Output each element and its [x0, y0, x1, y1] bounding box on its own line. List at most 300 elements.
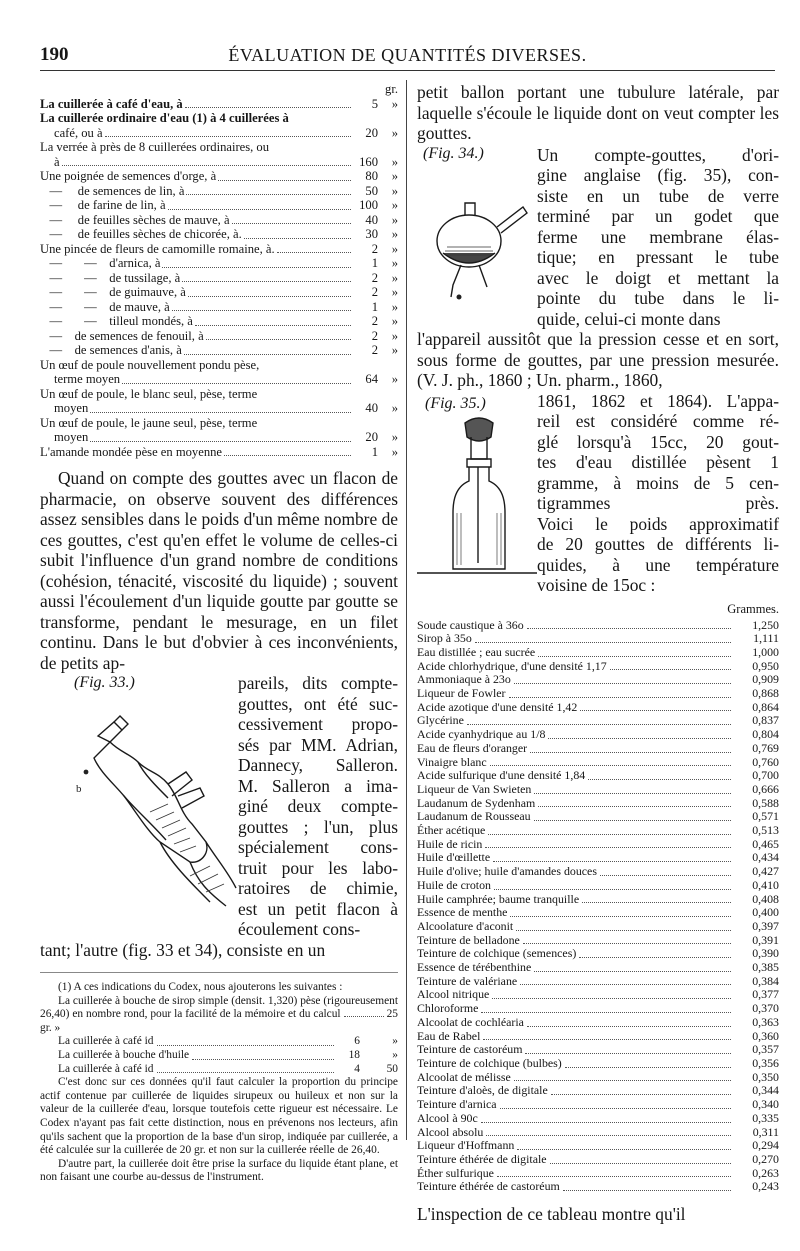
measure-label-line: Un œuf de poule nouvellement pondu pèse,	[40, 357, 260, 372]
figure-text-line: tes d'eau distillée pèsent 1	[537, 452, 779, 472]
measure-label: — — d'arnica, à	[40, 256, 161, 270]
measure-value: 1	[371, 256, 378, 270]
measure-value: 20	[365, 125, 378, 140]
weight-value: 0,427	[752, 864, 779, 879]
english-dropper-illustration	[417, 413, 537, 583]
weight-name: Huile camphrée; baume tranquille	[417, 891, 580, 906]
dot-leader	[488, 834, 731, 835]
footnote-spoon-table	[40, 1035, 398, 1076]
dot-leader	[192, 1059, 334, 1060]
weight-row	[417, 824, 779, 838]
measure-label: Une poignée de semences d'orge, à	[40, 169, 217, 183]
dot-leader	[534, 820, 731, 821]
dot-leader	[157, 1045, 335, 1046]
footnote-row-unit: »	[392, 1048, 398, 1061]
dot-leader	[481, 1122, 731, 1123]
measure-unit: »	[391, 183, 398, 198]
weight-value: 0,270	[752, 1151, 779, 1166]
figure-34	[417, 145, 537, 330]
footnote-row	[40, 1049, 398, 1063]
measure-label: à	[54, 154, 60, 169]
measure-label: terme moyen	[54, 372, 121, 386]
dot-leader	[520, 984, 731, 985]
weight-value: 0,294	[752, 1138, 779, 1153]
dot-leader	[185, 107, 351, 108]
weight-value: 0,868	[752, 686, 779, 701]
dot-leader	[105, 136, 351, 137]
dot-leader	[218, 180, 351, 181]
weight-value: 0,760	[752, 754, 779, 769]
dot-leader	[157, 1072, 335, 1073]
measure-unit: »	[391, 256, 398, 270]
measure-value: 2	[371, 328, 378, 343]
figure-34-caption: (Fig. 34.)	[423, 144, 484, 162]
figure-text-line: gine anglaise (fig. 35), con-	[537, 165, 779, 185]
running-header	[40, 44, 775, 71]
weight-row	[417, 851, 779, 865]
weight-value: 0,344	[752, 1083, 779, 1098]
footnote-row-label: La cuillerée à bouche d'huile	[58, 1048, 190, 1061]
figure-text-line: de 20 gouttes de différents li-	[537, 534, 779, 554]
weight-name: Huile d'œillette	[417, 850, 491, 865]
weight-name: Teinture de colchique (semences)	[417, 946, 577, 961]
dot-leader	[509, 697, 732, 698]
footnote-rule	[40, 972, 398, 973]
flask-dropper-illustration	[417, 163, 537, 303]
weight-row	[417, 783, 779, 797]
measure-row	[40, 256, 398, 271]
weight-name: Eau de fleurs d'oranger	[417, 740, 528, 755]
dot-leader	[497, 1176, 731, 1177]
weight-name: Éther acétique	[417, 823, 486, 838]
measure-row	[40, 372, 398, 387]
weight-value: 1,000	[752, 644, 779, 659]
measure-row	[40, 285, 398, 300]
weight-name: Acide sulfurique d'une densité 1,84	[417, 768, 586, 783]
dot-leader	[579, 957, 731, 958]
weight-row	[417, 714, 779, 728]
weight-name: Teinture d'aloès, de digitale	[417, 1083, 548, 1098]
measure-label-line: La cuillerée ordinaire d'eau (1) à 4 cuillerées à	[40, 111, 289, 125]
dot-leader	[534, 793, 731, 794]
figure-text-line: ferme une membrane élas-	[537, 226, 779, 247]
dot-leader	[517, 1149, 731, 1150]
dot-leader	[467, 724, 731, 725]
dot-leader	[588, 779, 731, 780]
footnote-intro: (1) A ces indications du Codex, nous ajouterons les suivantes :	[58, 981, 343, 993]
figure-text-line: giné deux compte-	[238, 796, 398, 816]
dot-leader	[551, 1094, 731, 1095]
weight-value: 0,864	[752, 699, 779, 714]
dot-leader	[538, 806, 731, 807]
measure-label: — — tilleul mondés, à	[40, 314, 193, 328]
weight-value: 0,666	[752, 781, 779, 796]
dot-leader	[582, 902, 731, 903]
weight-value: 0,410	[752, 877, 779, 892]
weight-value: 0,700	[752, 768, 779, 783]
dot-leader	[485, 847, 731, 848]
dot-leader	[168, 209, 351, 210]
weight-value: 0,357	[752, 1042, 779, 1057]
measure-value: 5	[371, 96, 378, 111]
measure-row	[40, 82, 398, 111]
drop-weights-table	[417, 619, 779, 1195]
measure-value: 2	[371, 270, 378, 285]
measure-row	[40, 227, 398, 242]
dot-leader	[527, 628, 731, 629]
running-title: ÉVALUATION DE QUANTITÉS DIVERSES.	[228, 45, 587, 65]
weight-value: 0,335	[752, 1110, 779, 1125]
weight-value: 0,950	[752, 658, 779, 673]
measure-label-line: Un œuf de poule, le jaune seul, pèse, terme	[40, 415, 258, 430]
figure-34-block	[417, 145, 779, 330]
weight-value: 0,363	[752, 1014, 779, 1029]
dot-leader	[493, 861, 731, 862]
dot-leader	[184, 354, 351, 355]
dot-leader	[224, 455, 351, 456]
weight-value: 0,384	[752, 973, 779, 988]
measure-row	[40, 198, 398, 213]
figure-text-line: tigrammes près.	[537, 493, 779, 513]
measure-value: 100	[359, 198, 378, 212]
weight-row	[417, 660, 779, 674]
weight-value: 0,400	[752, 905, 779, 920]
measure-row	[40, 401, 398, 416]
weight-row	[417, 1139, 779, 1153]
dot-leader	[514, 1080, 731, 1081]
weight-name: Teinture de belladone	[417, 932, 520, 947]
weight-value: 0,263	[752, 1165, 779, 1180]
weight-value: 0,571	[752, 809, 779, 824]
measure-label: — de semences de lin, à	[40, 183, 185, 198]
measure-unit: »	[391, 270, 398, 285]
figure-text-line: siste en un tube de verre	[537, 185, 779, 206]
figure-text-line: voisine de 15oc :	[537, 575, 656, 595]
weight-value: 0,909	[752, 672, 779, 687]
weight-row	[417, 632, 779, 646]
measure-value: 1	[371, 444, 378, 459]
weight-value: 0,804	[752, 727, 779, 742]
measure-row	[40, 271, 398, 286]
figure-text-line: 1861, 1862 et 1864). L'appa-	[537, 390, 779, 411]
dot-leader	[600, 875, 731, 876]
measure-row	[40, 314, 398, 329]
dot-leader	[182, 281, 351, 282]
weight-row	[417, 1098, 779, 1112]
weight-value: 0,311	[752, 1124, 779, 1139]
weight-value: 0,391	[752, 932, 779, 947]
measure-label-line: La verrée à près de 8 cuillerées ordinaires, ou	[40, 140, 270, 154]
figure-33-block	[40, 673, 398, 940]
dot-leader	[90, 412, 351, 413]
measure-value: 50	[365, 183, 378, 198]
weight-row	[417, 893, 779, 907]
figure-text-line: terminé par un godet que	[537, 206, 779, 226]
measure-label: L'amande mondée pèse en moyenne	[40, 444, 223, 459]
weight-name: Acide azotique d'une densité 1,42	[417, 699, 578, 714]
weight-name: Teinture de colchique (bulbes)	[417, 1056, 562, 1070]
weight-name: Alcool à 90c	[417, 1110, 478, 1125]
weight-value: 0,385	[752, 960, 779, 975]
weight-name: Alcoolat de cochléaria	[417, 1014, 524, 1029]
paragraph-continuation: tant; l'autre (fig. 33 et 34), consiste en un	[40, 939, 326, 960]
measure-label: — de feuilles sèches de chicorée, à.	[40, 227, 242, 241]
weight-name: Soude caustique à 36o	[417, 617, 524, 632]
measure-label: café, ou à	[54, 125, 103, 140]
measure-unit: »	[391, 154, 398, 169]
column-divider	[406, 80, 407, 1140]
measure-row	[40, 155, 398, 170]
weight-name: Essence de térébenthine	[417, 960, 532, 975]
weight-name: Alcool nitrique	[417, 987, 490, 1002]
weight-name: Glycérine	[417, 713, 464, 728]
right-column	[417, 82, 779, 1225]
weight-name: Acide chlorhydrique, d'une densité 1,17	[417, 658, 607, 673]
figure-text-line: gouttes ; l'un, plus	[238, 816, 398, 837]
weight-value: 0,513	[752, 823, 779, 838]
measure-label: Une pincée de fleurs de camomille romaine, à.	[40, 241, 275, 256]
weight-value: 0,243	[752, 1179, 779, 1194]
figure-text-line: quide, celui-ci monte dans	[537, 308, 721, 329]
measure-value: 160	[359, 154, 378, 169]
figure-33-side-text	[238, 673, 398, 940]
figure-34-side-text	[537, 145, 779, 330]
weight-name: Vinaigre blanc	[417, 754, 487, 769]
figure-35-side-text	[537, 391, 779, 596]
dot-leader	[490, 765, 731, 766]
measure-unit: »	[391, 343, 398, 357]
weight-value: 0,360	[752, 1028, 779, 1043]
dot-leader	[516, 930, 731, 931]
measure-row	[40, 184, 398, 199]
figure-text-line: Dannecy, Salleron.	[238, 755, 398, 775]
figure-text-line: glé lorsqu'à 15cc, 20 gout-	[537, 431, 779, 452]
figure-text-line: gouttes, ont été suc-	[238, 693, 398, 714]
measure-value: 1	[371, 299, 378, 314]
dot-leader	[90, 441, 351, 442]
figure-text-line: sés par MM. Adrian,	[238, 734, 398, 755]
weight-value: 0,397	[752, 918, 779, 933]
dot-leader	[195, 325, 351, 326]
dot-leader	[500, 1108, 731, 1109]
weight-name: Ammoniaque à 23o	[417, 672, 511, 687]
measure-value: 30	[365, 227, 378, 241]
measure-label: moyen	[54, 430, 89, 444]
footnote-paragraph-3: D'autre part, la cuillerée doit être prise la surface du liquide étant plane, et non faisant une courbe au-dessus de l'instrument.	[40, 1157, 398, 1184]
measure-unit: »	[391, 314, 398, 328]
weight-value: 0,356	[752, 1056, 779, 1070]
weight-value: 0,340	[752, 1097, 779, 1112]
weight-value: 0,390	[752, 946, 779, 961]
figure-text-line: ratoires de chimie,	[238, 878, 398, 898]
weight-row	[417, 961, 779, 975]
measure-row	[40, 300, 398, 315]
weight-row	[417, 810, 779, 824]
grammes-header: Grammes.	[727, 601, 779, 616]
measure-unit: »	[391, 125, 398, 140]
weight-row	[417, 879, 779, 893]
figure-text-line: pareils, dits compte-	[238, 673, 398, 693]
dot-leader	[548, 738, 731, 739]
weight-name: Acide cyanhydrique au 1/8	[417, 727, 546, 742]
dot-leader	[530, 752, 731, 753]
weight-row	[417, 920, 779, 934]
weight-row	[417, 619, 779, 633]
footnote-row	[40, 1035, 398, 1049]
measure-row	[40, 126, 398, 141]
weight-name: Laudanum de Sydenham	[417, 795, 536, 810]
measure-row	[40, 242, 398, 257]
footnote-syrup-value: 25 gr. »	[40, 1008, 398, 1034]
paragraph-drops-intro: Quand on compte des gouttes avec un flacon de pharmacie, on observe souvent des différences assez sensibles dans le poids d'un même nombre de ces gouttes, c'est qu'en effet le volume de celles-ci subit l'influence d'un grand nombre de conditions (cohésion, ténacité, viscosité du liquide) ; souvent aussi l'écoulement d'un liquide goutte par goutte se transforme, pendant le mesurage, en un filet continu. Dans le but d'obvier à ces inconvénients, de petits ap-	[40, 468, 398, 673]
weight-row	[417, 797, 779, 811]
footnote-row-unit: 50	[386, 1062, 398, 1075]
measure-label-line: Un œuf de poule, le blanc seul, pèse, terme	[40, 386, 258, 401]
dot-leader	[475, 642, 731, 643]
weight-value: 1,250	[752, 617, 779, 632]
measure-label: — de feuilles sèches de mauve, à	[40, 212, 230, 227]
footnote-row	[40, 1063, 398, 1077]
measure-value: 2	[371, 241, 378, 256]
dot-leader	[492, 998, 731, 999]
dot-leader	[232, 223, 351, 224]
dot-leader	[277, 252, 351, 253]
measure-unit: »	[391, 212, 398, 227]
measure-value: 40	[365, 212, 378, 227]
dot-leader	[206, 339, 351, 340]
weight-row	[417, 1153, 779, 1167]
weight-row	[417, 1084, 779, 1098]
measure-unit: »	[391, 169, 398, 183]
weight-row	[417, 934, 779, 948]
paragraph-apparatus: l'appareil aussitôt que la pression cesse et en sort, sous forme de gouttes, par une pression mesurée. (V. J. ph., 1860 ; Un. pharm., 1860,	[417, 329, 779, 390]
figure-text-line: quides, à une température	[537, 554, 779, 575]
dot-leader	[527, 1026, 731, 1027]
weight-row	[417, 728, 779, 742]
dot-leader	[534, 971, 731, 972]
figure-33-letter-b: b	[76, 783, 82, 795]
weight-row	[417, 742, 779, 756]
measure-label: — de farine de lin, à	[40, 198, 166, 212]
measure-unit: »	[391, 227, 398, 241]
weight-row	[417, 1043, 779, 1057]
measure-unit: »	[391, 299, 398, 314]
dot-leader	[188, 296, 351, 297]
weight-name: Teinture éthérée de digitale	[417, 1151, 547, 1166]
dot-leader	[481, 1012, 731, 1013]
weight-row	[417, 1002, 779, 1016]
dot-leader	[483, 1039, 731, 1040]
weight-name: Liqueur de Van Swieten	[417, 781, 532, 796]
weight-row	[417, 1030, 779, 1044]
weight-value: 0,377	[752, 987, 779, 1002]
measure-label: — de semences d'anis, à	[40, 343, 182, 357]
weight-row	[417, 1112, 779, 1126]
measure-unit: »	[391, 241, 398, 256]
measure-unit: »	[391, 444, 398, 459]
measure-row	[40, 169, 398, 184]
figure-text-line: est un petit flacon à	[238, 898, 398, 919]
figure-33	[40, 673, 238, 940]
measure-value: 2	[371, 343, 378, 357]
measure-value: 2	[371, 285, 378, 299]
footnote-row-unit: »	[392, 1035, 398, 1048]
weight-name: Essence de menthe	[417, 905, 508, 920]
figure-text-line: Voici le poids approximatif	[537, 513, 779, 534]
figure-text-line: écoulement cons-	[238, 919, 361, 939]
weight-row	[417, 687, 779, 701]
figure-text-line: truit pour les labo-	[238, 857, 398, 878]
figure-text-line: pointe du tube dans le li-	[537, 288, 779, 308]
measure-label: — de semences de fenouil, à	[40, 328, 204, 343]
weight-value: 0,837	[752, 713, 779, 728]
weight-row	[417, 1071, 779, 1085]
weight-value: 0,465	[752, 836, 779, 851]
weight-row	[417, 865, 779, 879]
weight-name: Alcool absolu	[417, 1124, 484, 1139]
dot-leader	[565, 1067, 731, 1068]
figure-text-line: Un compte-gouttes, d'ori-	[537, 144, 779, 165]
figure-text-line: avec le doigt et mettant la	[537, 267, 779, 288]
weight-name: Chloroforme	[417, 1001, 479, 1016]
dot-leader	[610, 669, 731, 670]
weight-row	[417, 838, 779, 852]
dot-leader	[186, 194, 351, 195]
measure-value: 2	[371, 314, 378, 328]
dot-leader	[563, 1190, 731, 1191]
weight-name: Alcoolature d'aconit	[417, 918, 514, 933]
figure-35-caption: (Fig. 35.)	[425, 394, 486, 412]
measure-label: — — de mauve, à	[40, 299, 170, 314]
measure-row	[40, 343, 398, 358]
weight-name: Teinture de castoréum	[417, 1042, 523, 1057]
footnote-row-value: 18	[348, 1048, 360, 1061]
weight-value: 1,111	[753, 631, 779, 646]
footnote-syrup-text: La cuillerée à bouche de sirop simple (densit. 1,320) pèse (rigoureusement 26,40) en nombre rond, pour la facilité de la mémoire et du calcul	[40, 994, 398, 1021]
measure-row	[40, 445, 398, 460]
weight-row	[417, 1126, 779, 1140]
dot-leader	[244, 238, 351, 239]
paragraph-ballon: petit ballon portant une tubulure latérale, par laquelle s'écoule le liquide dont on veut compter les gouttes.	[417, 82, 779, 143]
dot-leader	[550, 1163, 731, 1164]
figure-text-line: reil est considéré comme ré-	[537, 411, 779, 431]
weight-name: Teinture d'arnica	[417, 1097, 497, 1112]
measure-unit: »	[391, 285, 398, 299]
figure-text-line: spécialement cons-	[238, 837, 398, 857]
weight-row	[417, 756, 779, 770]
weight-row	[417, 701, 779, 715]
measure-row	[40, 329, 398, 344]
weight-row	[417, 673, 779, 687]
figure-33-caption: (Fig. 33.)	[74, 674, 135, 691]
weight-name: Liqueur de Fowler	[417, 686, 506, 701]
weight-row	[417, 1180, 779, 1194]
dot-leader	[580, 710, 731, 711]
measure-row	[40, 430, 398, 445]
page-number: 190	[40, 44, 69, 65]
figure-text-line: M. Salleron a ima-	[238, 775, 398, 796]
dot-leader	[525, 1053, 731, 1054]
weight-row	[417, 1016, 779, 1030]
dropper-hand-illustration	[40, 692, 238, 914]
weight-row	[417, 906, 779, 920]
weight-row	[417, 646, 779, 660]
weight-name: Teinture éthérée de castoréum	[417, 1179, 560, 1194]
measures-list	[40, 82, 398, 459]
figure-text-line: tique; en pressant le tube	[537, 247, 779, 267]
footnote-row-label: La cuillerée à café id	[58, 1035, 154, 1048]
figure-text-line: cessivement propo-	[238, 714, 398, 734]
